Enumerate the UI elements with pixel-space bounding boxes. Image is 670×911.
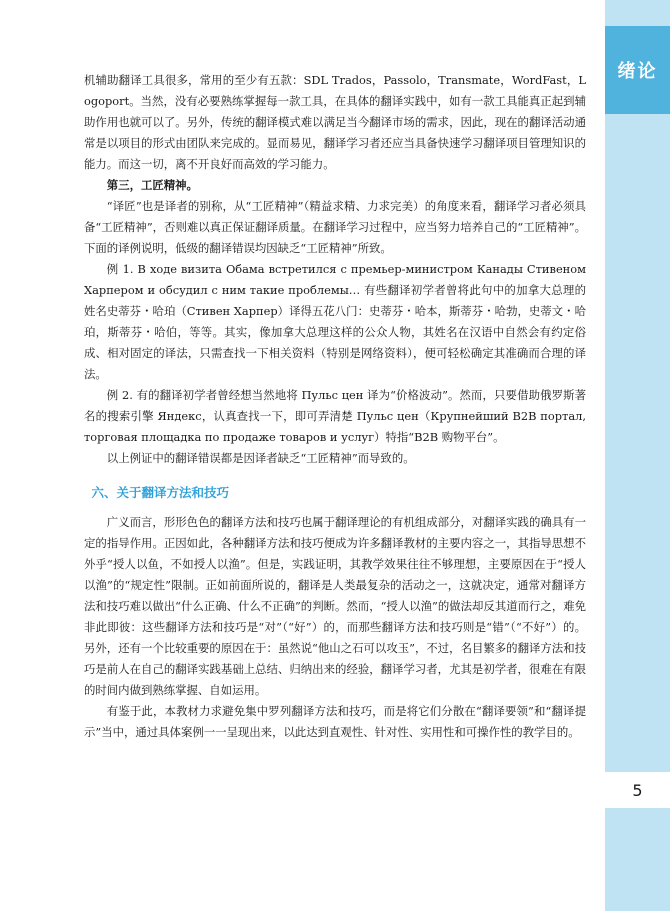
paragraph-example-1: 例 1. В ходе визита Обама встретился с премьер-министром Канады Стивеном Харпером и обсудил с ним такие проблемы… 有些翻译初学者曾将此句中的加拿大总理的姓名史蒂芬・哈珀（Стивен Харпер）译得五花八门：史蒂芬・哈本，斯蒂芬・哈勃，史蒂文・哈珀，斯蒂芬・哈伯，等等。其实，像加拿大总理这样的公众人物，其姓名在汉语中自然会有约定俗成、相对固定的译法，只需查找一下相关资料（特别是网络资料），便可轻松确定其准确而合理的译法。 bbox=[84, 262, 586, 381]
chapter-tab bbox=[605, 26, 670, 114]
section-heading-methods: 六、关于翻译方法和技巧 bbox=[91, 485, 230, 500]
paragraph-conclusion: 以上例证中的翻译错误都是因译者缺乏“工匠精神”而导致的。 bbox=[106, 451, 415, 465]
page-body bbox=[84, 70, 586, 743]
paragraph-methods: 广义而言，形形色色的翻译方法和技巧也属于翻译理论的有机组成部分，对翻译实践的确具有一定的指导作用。正因如此，各种翻译方法和技巧便成为许多翻译教材的主要内容之一，其指导思想不外乎“授人以鱼，不如授人以渔”。但是，实践证明，其教学效果往往不够理想，主要原因在于“授人以渔”的“规定性”限制。正如前面所说的，翻译是人类最复杂的活动之一，这就决定，通常对翻译方法和技巧难以做出“什么正确、什么不正确”的判断。然而，“授人以渔”的做法却反其道而行之，难免非此即彼：这些翻译方法和技巧是“对”（“好”）的，而那些翻译方法和技巧则是“错”（“不好”）的。另外，还有一个比较重要的原因在于：虽然说“他山之石可以攻玉”，不过，名目繁多的翻译方法和技巧是前人在自己的翻译实践基础上总结、归纳出来的经验，翻译学习者，尤其是初学者，很难在有限的时间内做到熟练掌握、自如运用。 bbox=[84, 515, 586, 697]
paragraph-textbook-approach: 有鉴于此，本教材力求避免集中罗列翻译方法和技巧，而是将它们分散在“翻译要领”和“翻译提示”当中，通过具体案例一一呈现出来，以此达到直观性、针对性、实用性和可操作性的教学目的。 bbox=[84, 704, 586, 739]
paragraph-example-2: 例 2. 有的翻译初学者曾经想当然地将 Пульс цен 译为“价格波动”。然而，只要借助俄罗斯著名的搜索引擎 Яндекс，认真查找一下，即可弄清楚 Пульс цен（Крупнейший B2B портал, торговая площадка по продаже товаров и услуг）特指“B2B 购物平台”。 bbox=[84, 388, 586, 444]
subheading-craftsmanship: 第三，工匠精神。 bbox=[106, 178, 198, 192]
paragraph-continued: 机辅助翻译工具很多，常用的至少有五款：SDL Trados，Passolo，Transmate，WordFast，Logoport。当然，没有必要熟练掌握每一款工具，在具体的翻译实践中，如有一款工具能真正起到辅助作用也就可以了。另外，传统的翻译模式难以满足当今翻译市场的需求，因此，现在的翻译活动通常是以项目的形式由团队来完成的。显而易见，翻译学习者还应当具备快速学习翻译项目管理知识的能力。而这一切，离不开良好而高效的学习能力。 bbox=[84, 73, 586, 171]
paragraph-craftsmanship: “译匠”也是译者的别称，从“工匠精神”（精益求精、力求完美）的角度来看，翻译学习者必须具备“工匠精神”，否则难以真正保证翻译质量。在翻译学习过程中，应当努力培养自己的“工匠精神”。下面的译例说明，低级的翻译错误均因缺乏“工匠精神”所致。 bbox=[84, 199, 586, 255]
chapter-label: 绪论 bbox=[617, 61, 658, 82]
page-number: 5 bbox=[605, 772, 670, 808]
